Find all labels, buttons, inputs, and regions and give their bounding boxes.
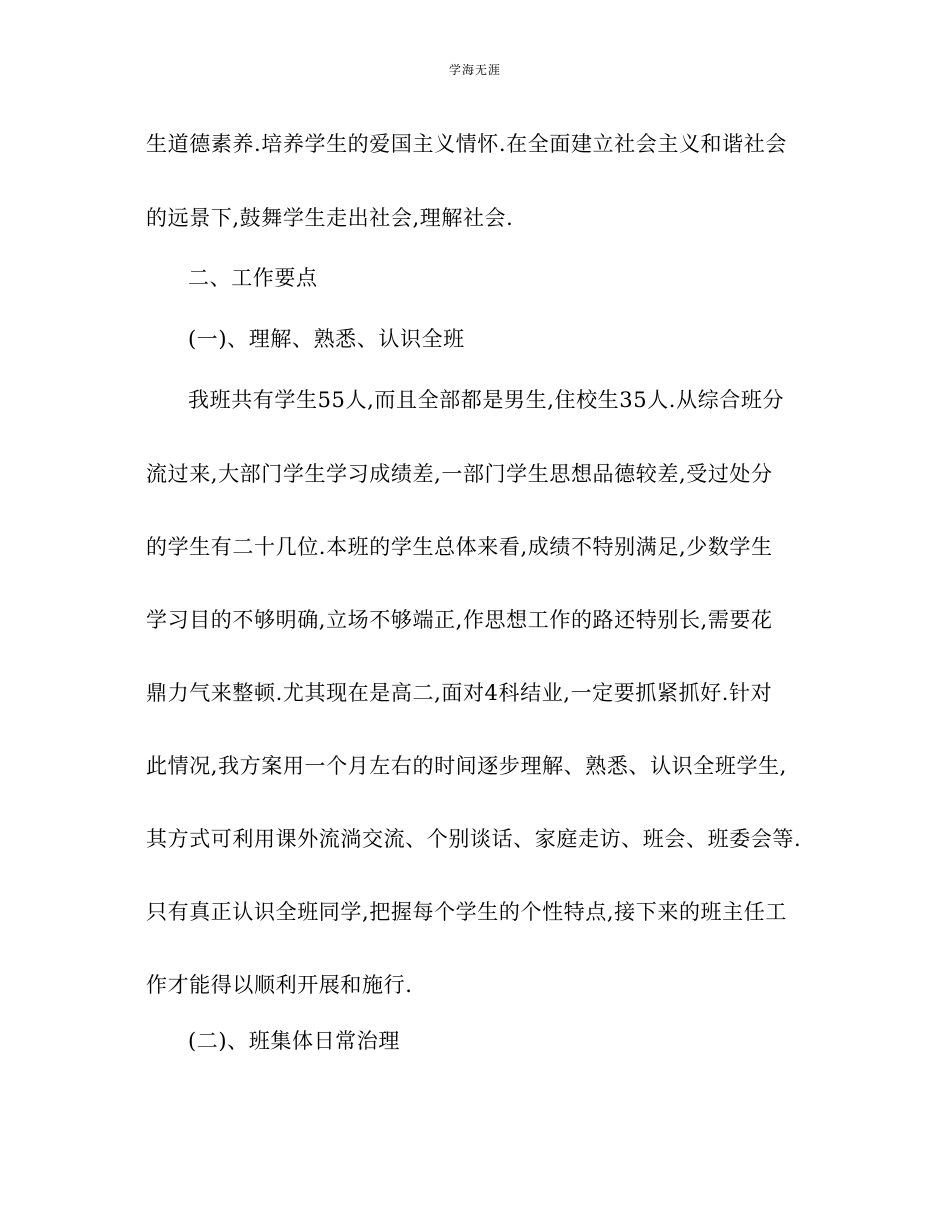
text-line: 生道德素养.培养学生的爱国主义情怀.在全面建立社会主义和谐社会 — [146, 132, 787, 156]
text-line: 的远景下,鼓舞学生走出社会,理解社会. — [146, 206, 514, 230]
text-line: 作才能得以顺利开展和施行. — [146, 973, 413, 997]
paragraph-first-line: 我班共有学生55人,而且全部都是男生,住校生35人.从综合班分 — [188, 388, 785, 412]
text-line: 鼎力气来整顿.尤其现在是高二,面对4科结业,一定要抓紧抓好.针对 — [146, 681, 773, 705]
text-line: 流过来,大部门学生学习成绩差,一部门学生思想品德较差,受过处分 — [146, 462, 773, 486]
text-line: 只有真正认识全班同学,把握每个学生的个性特点,接下来的班主任工 — [146, 900, 787, 924]
text-line: 的学生有二十几位.本班的学生总体来看,成绩不特别满足,少数学生 — [146, 535, 773, 559]
page-header: 学海无涯 — [448, 63, 501, 77]
text-line: 其方式可利用课外流淌交流、个别谈话、家庭走访、班会、班委会等. — [146, 827, 802, 851]
section-heading: 二、工作要点 — [188, 266, 318, 290]
text-line: 此情况,我方案用一个月左右的时间逐步理解、熟悉、认识全班学生, — [146, 754, 787, 778]
subsection-heading: (二)、班集体日常治理 — [188, 1029, 400, 1053]
text-line: 学习目的不够明确,立场不够端正,作思想工作的路还特别长,需要花 — [146, 608, 773, 632]
subsection-heading: (一)、理解、熟悉、认识全班 — [188, 327, 465, 351]
